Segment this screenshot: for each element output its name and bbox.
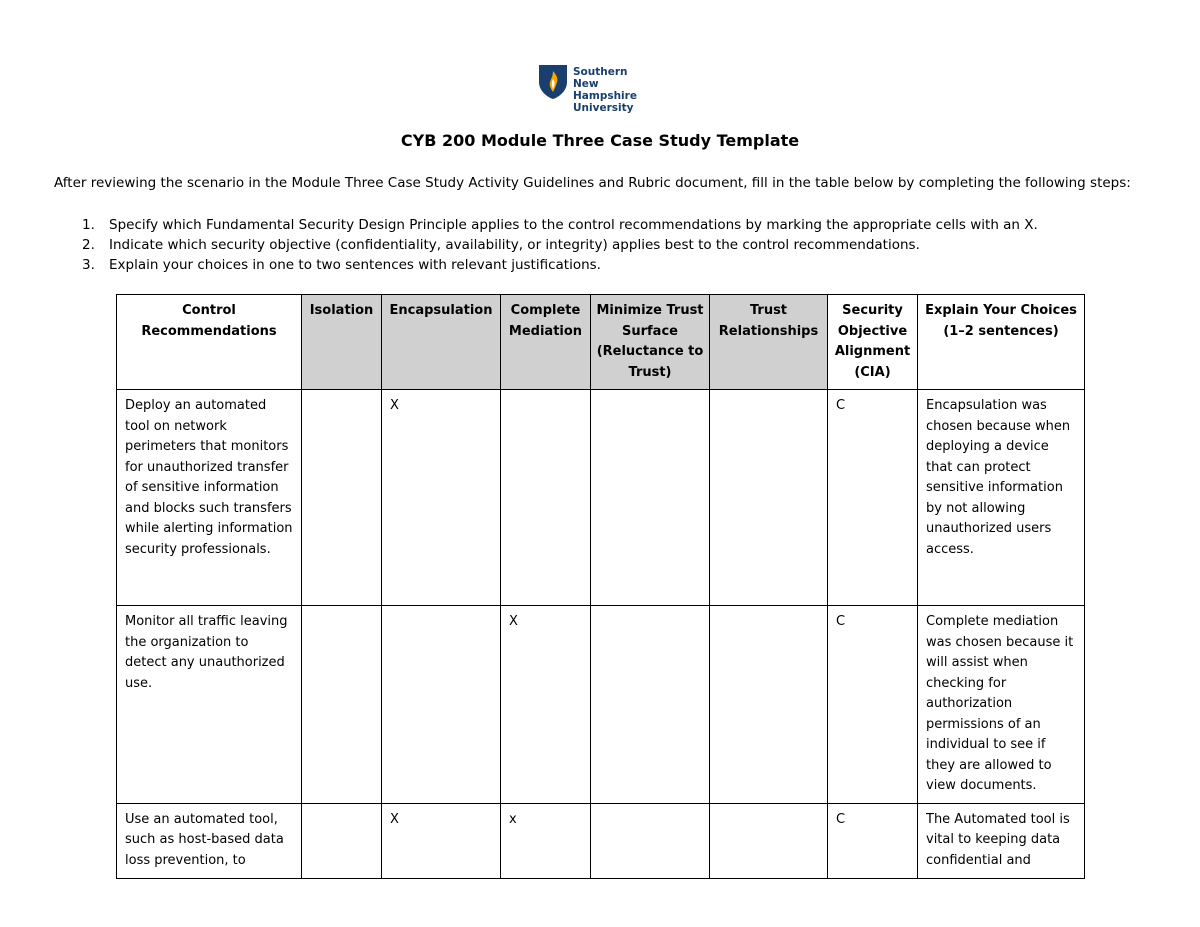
isolation-cell — [302, 803, 382, 878]
snhu-logo — [538, 64, 666, 114]
header-minimize-trust-surface: Minimize Trust Surface (Reluctance to Trust) — [591, 295, 710, 390]
header-explain-choices: Explain Your Choices (1–2 sentences) — [918, 295, 1085, 390]
trust-relationships-cell — [710, 606, 828, 804]
trust-relationships-cell — [710, 390, 828, 606]
objective-cell: C — [828, 803, 918, 878]
explain-cell: The Automated tool is vital to keeping data confidential and — [918, 803, 1085, 878]
encapsulation-cell: X — [382, 390, 501, 606]
shield-flame-icon — [538, 64, 568, 100]
minimize-trust-cell — [591, 390, 710, 606]
minimize-trust-cell — [591, 606, 710, 804]
objective-cell: C — [828, 606, 918, 804]
isolation-cell — [302, 606, 382, 804]
header-encapsulation: Encapsulation — [382, 295, 501, 390]
header-complete-mediation: Complete Mediation — [501, 295, 591, 390]
complete-mediation-cell — [501, 390, 591, 606]
table-row — [117, 803, 1085, 878]
page-title: CYB 200 Module Three Case Study Template — [400, 131, 800, 150]
logo-wordmark: Southern New Hampshire University — [573, 66, 637, 114]
table-row — [117, 606, 1085, 804]
intro-paragraph: After reviewing the scenario in the Module Three Case Study Activity Guidelines and Rubric document, fill in the table below by completing the following steps: — [54, 175, 1131, 191]
explain-cell: Encapsulation was chosen because when deploying a device that can protect sensitive information by not allowing unauthorized users access. — [918, 390, 1085, 606]
list-item: 1. Specify which Fundamental Security Design Principle applies to the control recommendations by marking the appropriate cells with an X. — [82, 217, 1038, 233]
control-cell: Monitor all traffic leaving the organization to detect any unauthorized use. — [117, 606, 302, 804]
header-trust-relationships: Trust Relationships — [710, 295, 828, 390]
encapsulation-cell: X — [382, 803, 501, 878]
case-study-table — [116, 294, 1085, 879]
complete-mediation-cell: X — [501, 606, 591, 804]
encapsulation-cell — [382, 606, 501, 804]
table-row — [117, 390, 1085, 606]
list-item: 2. Indicate which security objective (confidentiality, availability, or integrity) applies best to the control recommendations. — [82, 237, 920, 253]
control-cell: Use an automated tool, such as host-based data loss prevention, to — [117, 803, 302, 878]
explain-cell: Complete mediation was chosen because it will assist when checking for authorization permissions of an individual to see if they are allowed to view documents. — [918, 606, 1085, 804]
list-item: 3. Explain your choices in one to two sentences with relevant justifications. — [82, 257, 601, 273]
isolation-cell — [302, 390, 382, 606]
minimize-trust-cell — [591, 803, 710, 878]
control-cell: Deploy an automated tool on network perimeters that monitors for unauthorized transfer of sensitive information and blocks such transfers while alerting information security professionals. — [117, 390, 302, 606]
header-control-recommendations: Control Recommendations — [117, 295, 302, 390]
steps-list — [82, 215, 1038, 275]
header-isolation: Isolation — [302, 295, 382, 390]
trust-relationships-cell — [710, 803, 828, 878]
table-header-row — [117, 295, 1085, 390]
header-security-objective: Security Objective Alignment (CIA) — [828, 295, 918, 390]
complete-mediation-cell: x — [501, 803, 591, 878]
objective-cell: C — [828, 390, 918, 606]
